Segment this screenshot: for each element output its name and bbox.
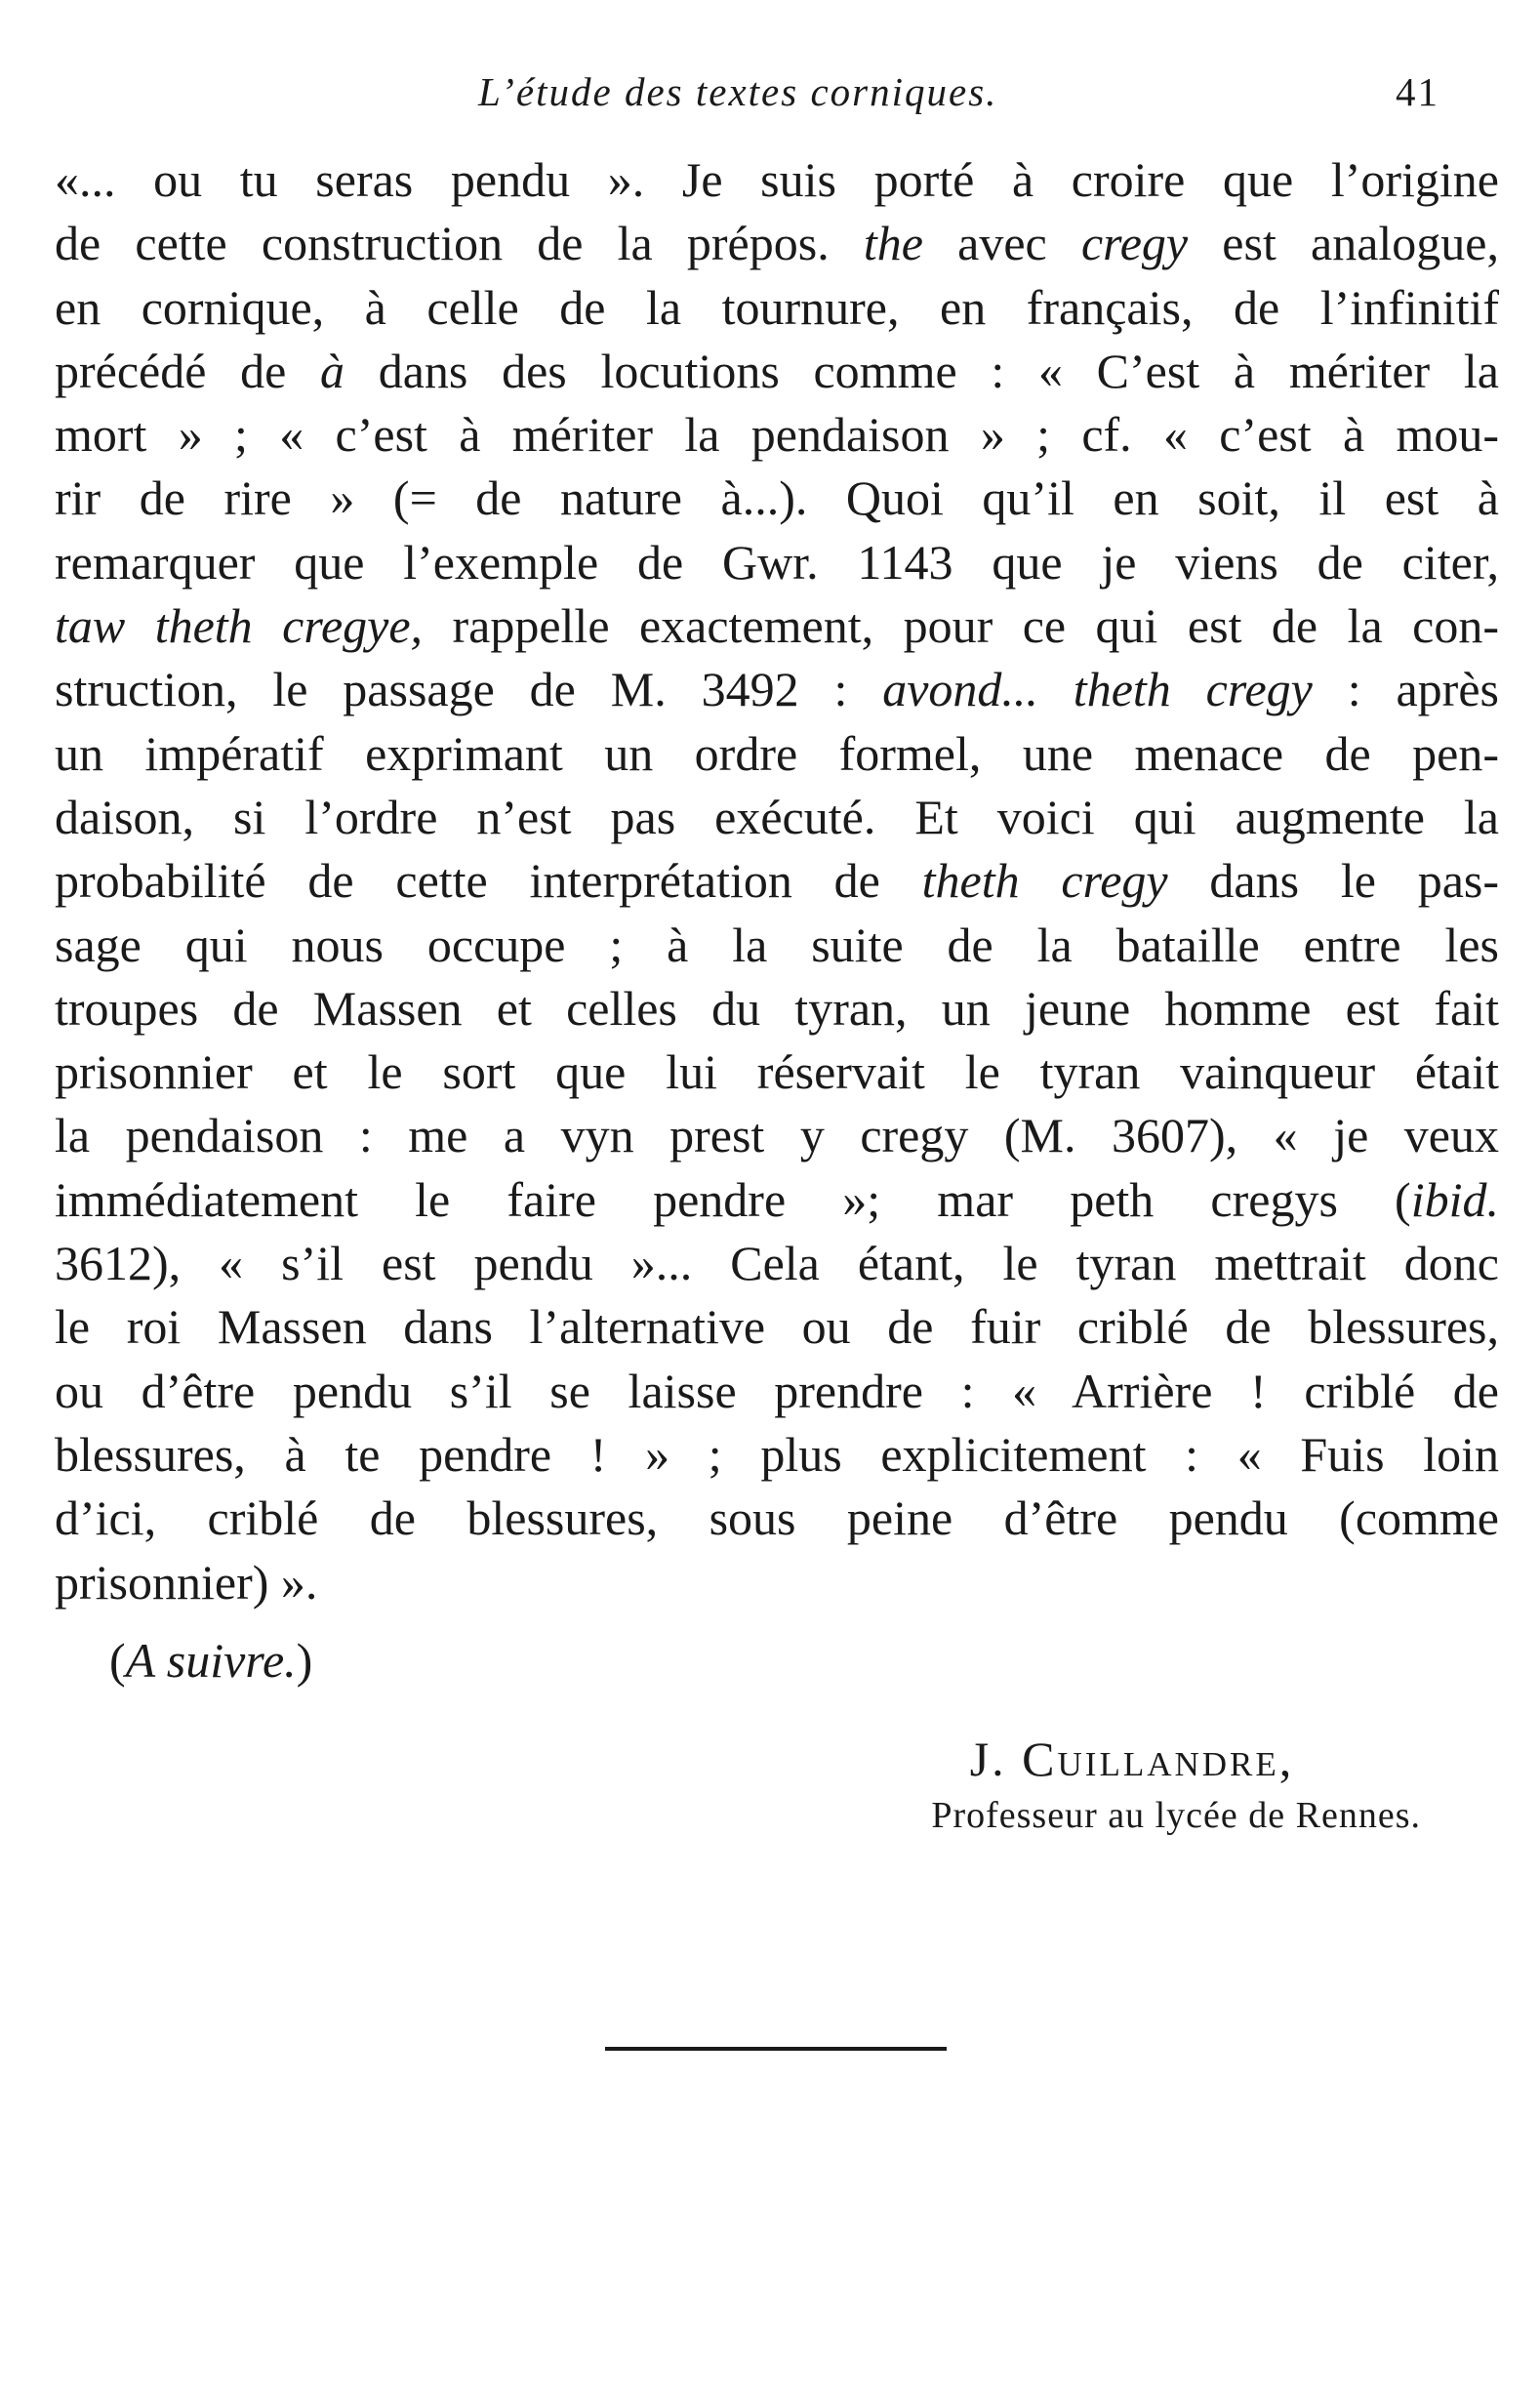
text-run: avec	[922, 216, 1081, 271]
text-line	[55, 1168, 1499, 1232]
to-be-continued-open: (	[109, 1633, 126, 1688]
text-run: prisonnier et le sort que lui réservait le tyran vainqueur était	[55, 1044, 1499, 1100]
text-line	[55, 340, 1499, 403]
text-run: sage qui nous occupe ; à la suite de la bataille entre les	[55, 917, 1499, 972]
text-line	[55, 658, 1499, 721]
text-run: ou d’être pendu s’il se laisse prendre : « Arrière ! criblé de	[55, 1363, 1499, 1418]
text-line	[55, 1360, 1499, 1423]
running-head	[0, 68, 1540, 127]
text-run: dans des locutions comme : « C’est à mériter la	[344, 343, 1499, 398]
author-name: J. Cuillandre,	[969, 1732, 1295, 1786]
text-run: rir de rire » (= de nature à...). Quoi qu’il en soit, il est à	[55, 470, 1499, 526]
text-line	[55, 1232, 1499, 1295]
author-affiliation: Professeur au lycée de Rennes.	[931, 1795, 1421, 1836]
to-be-continued-close: )	[296, 1633, 313, 1688]
text-line	[55, 276, 1499, 340]
italic-run: taw theth cregye,	[55, 598, 424, 654]
to-be-continued-text: A suivre.	[125, 1633, 297, 1688]
to-be-continued	[109, 1632, 312, 1689]
page-number: 41	[1396, 69, 1439, 114]
text-line	[55, 212, 1499, 275]
italic-run: cregy	[1080, 216, 1189, 271]
italic-run: theth cregy	[921, 853, 1168, 909]
text-run: remarquer que l’exemple de Gwr. 1143 que je viens de citer,	[55, 534, 1499, 590]
text-run: blessures, à te pendre ! » ; plus explicitement : « Fuis loin	[55, 1426, 1499, 1482]
text-run: la pendaison : me a vyn prest y cregy (M. 3607), « je veux	[55, 1108, 1499, 1163]
text-run: est analogue,	[1188, 216, 1499, 271]
text-line	[55, 531, 1499, 594]
text-run: d’ici, criblé de blessures, sous peine d’être pendu (comme	[55, 1490, 1499, 1546]
text-line	[55, 403, 1499, 467]
text-run: troupes de Massen et celles du tyran, un jeune homme est fait	[55, 980, 1499, 1036]
text-run: struction, le passage de M. 3492 :	[55, 662, 883, 717]
text-run: «... ou tu seras pendu ». Je suis porté à croire que l’origine	[55, 152, 1499, 207]
text-line	[55, 1423, 1499, 1487]
text-run: dans le pas-	[1167, 853, 1499, 909]
text-line	[55, 594, 1499, 658]
italic-run: avond... theth cregy	[882, 662, 1313, 717]
text-run: rappelle exactement, pour ce qui est de la con-	[423, 598, 1499, 654]
body-text	[55, 148, 1499, 1614]
text-run: 3612), « s’il est pendu »... Cela étant, le tyran mettrait donc	[55, 1236, 1499, 1291]
text-line	[55, 467, 1499, 530]
text-run: prisonnier) ».	[55, 1554, 318, 1610]
text-run: immédiatement le faire pendre »; mar peth cregys (	[55, 1171, 1411, 1227]
end-rule	[605, 2047, 947, 2051]
text-line	[55, 786, 1499, 849]
text-line	[55, 849, 1499, 913]
signature	[781, 1730, 1483, 1843]
text-run: précédé de	[55, 343, 321, 398]
italic-run: à	[320, 343, 345, 398]
text-run: le roi Massen dans l’alternative ou de fuir criblé de blessures,	[55, 1299, 1499, 1355]
text-run: un impératif exprimant un ordre formel, une menace de pen-	[55, 725, 1499, 781]
text-line	[55, 1295, 1499, 1359]
text-run: daison, si l’ordre n’est pas exécuté. Et voici qui augmente la	[55, 789, 1499, 844]
italic-run: ibid.	[1410, 1171, 1499, 1227]
text-line	[55, 148, 1499, 212]
italic-run: the	[863, 216, 923, 271]
text-line	[55, 1104, 1499, 1167]
text-run: : après	[1312, 662, 1499, 717]
text-run: probabilité de cette interprétation de	[55, 853, 922, 909]
text-line	[55, 722, 1499, 786]
text-run: de cette construction de la prépos.	[55, 216, 864, 271]
text-line	[55, 914, 1499, 977]
text-run: mort » ; « c’est à mériter la pendaison » ; cf. « c’est à mou-	[55, 407, 1499, 463]
text-line	[55, 1040, 1499, 1104]
text-line	[55, 1551, 1499, 1614]
text-line	[55, 977, 1499, 1040]
running-title: L’étude des textes corniques.	[478, 69, 998, 114]
text-run: en cornique, à celle de la tournure, en français, de l’infinitif	[55, 279, 1499, 335]
text-line	[55, 1487, 1499, 1550]
